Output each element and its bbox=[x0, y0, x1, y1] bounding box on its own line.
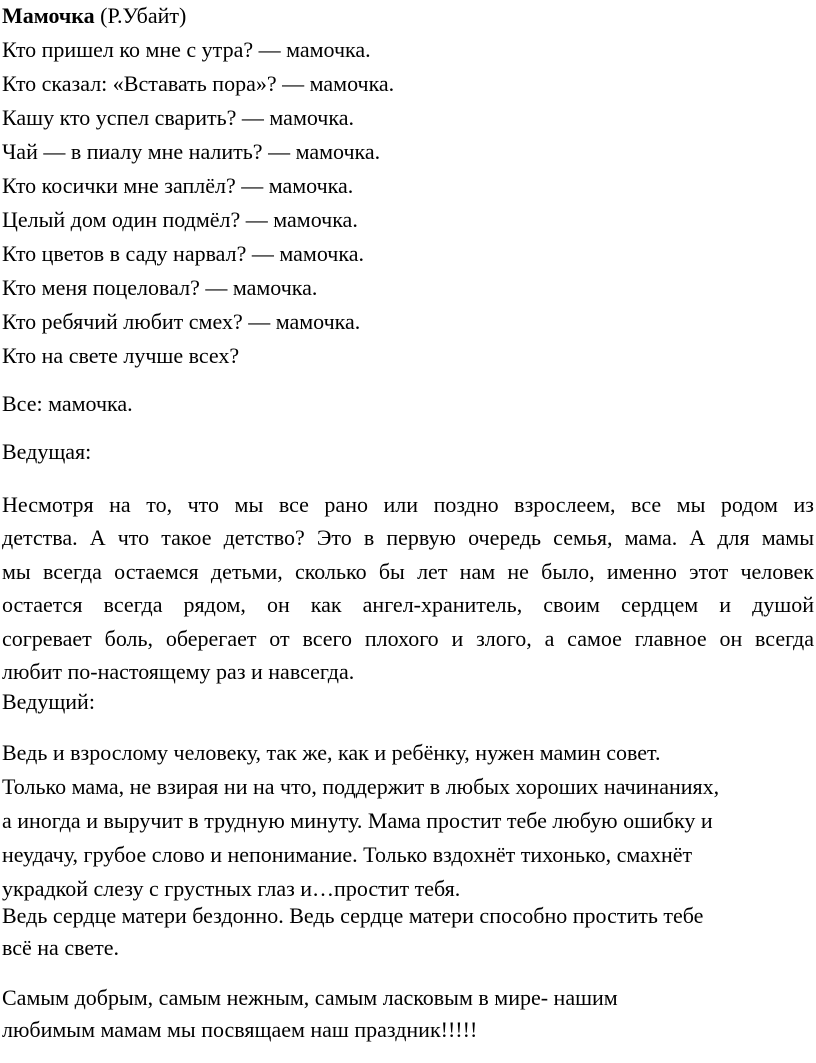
poem-line: Кто пришел ко мне с утра? — мамочка. bbox=[2, 37, 371, 62]
poem-line: Кто косички мне заплёл? — мамочка. bbox=[2, 173, 354, 198]
paragraph-row: Ведь и взрослому человеку, так же, как и ребёнку, нужен мамин совет. bbox=[2, 740, 661, 765]
chorus-line: Все: мамочка. bbox=[2, 391, 133, 416]
poem-line: Кто меня поцеловал? — мамочка. bbox=[2, 275, 318, 300]
paragraph-row: украдкой слезу с грустных глаз и…простит тебя. bbox=[2, 876, 461, 901]
paragraph-row: а иногда и выручит в трудную минуту. Мама простит тебе любую ошибку и bbox=[2, 808, 713, 833]
poem-author: (Р.Убайт) bbox=[94, 3, 187, 28]
paragraph-row: Самым добрым, самым нежным, самым ласковым в мире- нашим bbox=[2, 985, 618, 1010]
poem-title: Мамочка bbox=[2, 3, 95, 28]
paragraph-row: Ведь сердце матери бездонно. Ведь сердце матери способно простить тебе bbox=[2, 903, 704, 928]
paragraph-row: детства. А что такое детство? Это в первую очередь семья, мама. А для мамы bbox=[2, 525, 814, 551]
presenter-female-paragraph bbox=[2, 488, 814, 688]
poem-line: Кто ребячий любит смех? — мамочка. bbox=[2, 309, 361, 334]
poem-line: Кто цветов в саду нарвал? — мамочка. bbox=[2, 241, 364, 266]
paragraph-row: любимым мамам мы посвящаем наш праздник!!!!! bbox=[2, 1017, 478, 1042]
presenter-male-paragraph-2 bbox=[2, 900, 812, 964]
speaker-label-male: Ведущий: bbox=[2, 689, 95, 714]
poem-line: Чай — в пиалу мне налить? — мамочка. bbox=[2, 139, 381, 164]
poem-line: Кашу кто успел сварить? — мамочка. bbox=[2, 105, 354, 130]
paragraph-row: мы всегда остаемся детьми, сколько бы лет нам не было, именно этот человек bbox=[2, 558, 814, 584]
presenter-male-paragraph bbox=[2, 736, 812, 906]
paragraph-row: Только мама, не взирая ни на что, поддержит в любых хороших начинаниях, bbox=[2, 774, 720, 799]
paragraph-row: неудачу, грубое слово и непонимание. Только вздохнёт тихонько, смахнёт bbox=[2, 842, 693, 867]
closing-paragraph bbox=[2, 982, 812, 1046]
poem-line: Кто сказал: «Вставать пора»? — мамочка. bbox=[2, 71, 395, 96]
paragraph-row: любит по-настоящему раз и навсегда. bbox=[2, 659, 355, 685]
paragraph-row: всё на свете. bbox=[2, 935, 119, 960]
paragraph-row: согревает боль, оберегает от всего плохого и злого, а самое главное он всегда bbox=[2, 625, 814, 651]
poem-line: Кто на свете лучше всех? bbox=[2, 343, 240, 368]
paragraph-row: Несмотря на то, что мы все рано или поздно взрослеем, все мы родом из bbox=[2, 492, 814, 517]
paragraph-row: остается всегда рядом, он как ангел-хранитель, своим сердцем и душой bbox=[2, 592, 814, 618]
speaker-label-female: Ведущая: bbox=[2, 439, 92, 464]
poem-title-line bbox=[2, 2, 186, 30]
poem-line: Целый дом один подмёл? — мамочка. bbox=[2, 207, 358, 232]
